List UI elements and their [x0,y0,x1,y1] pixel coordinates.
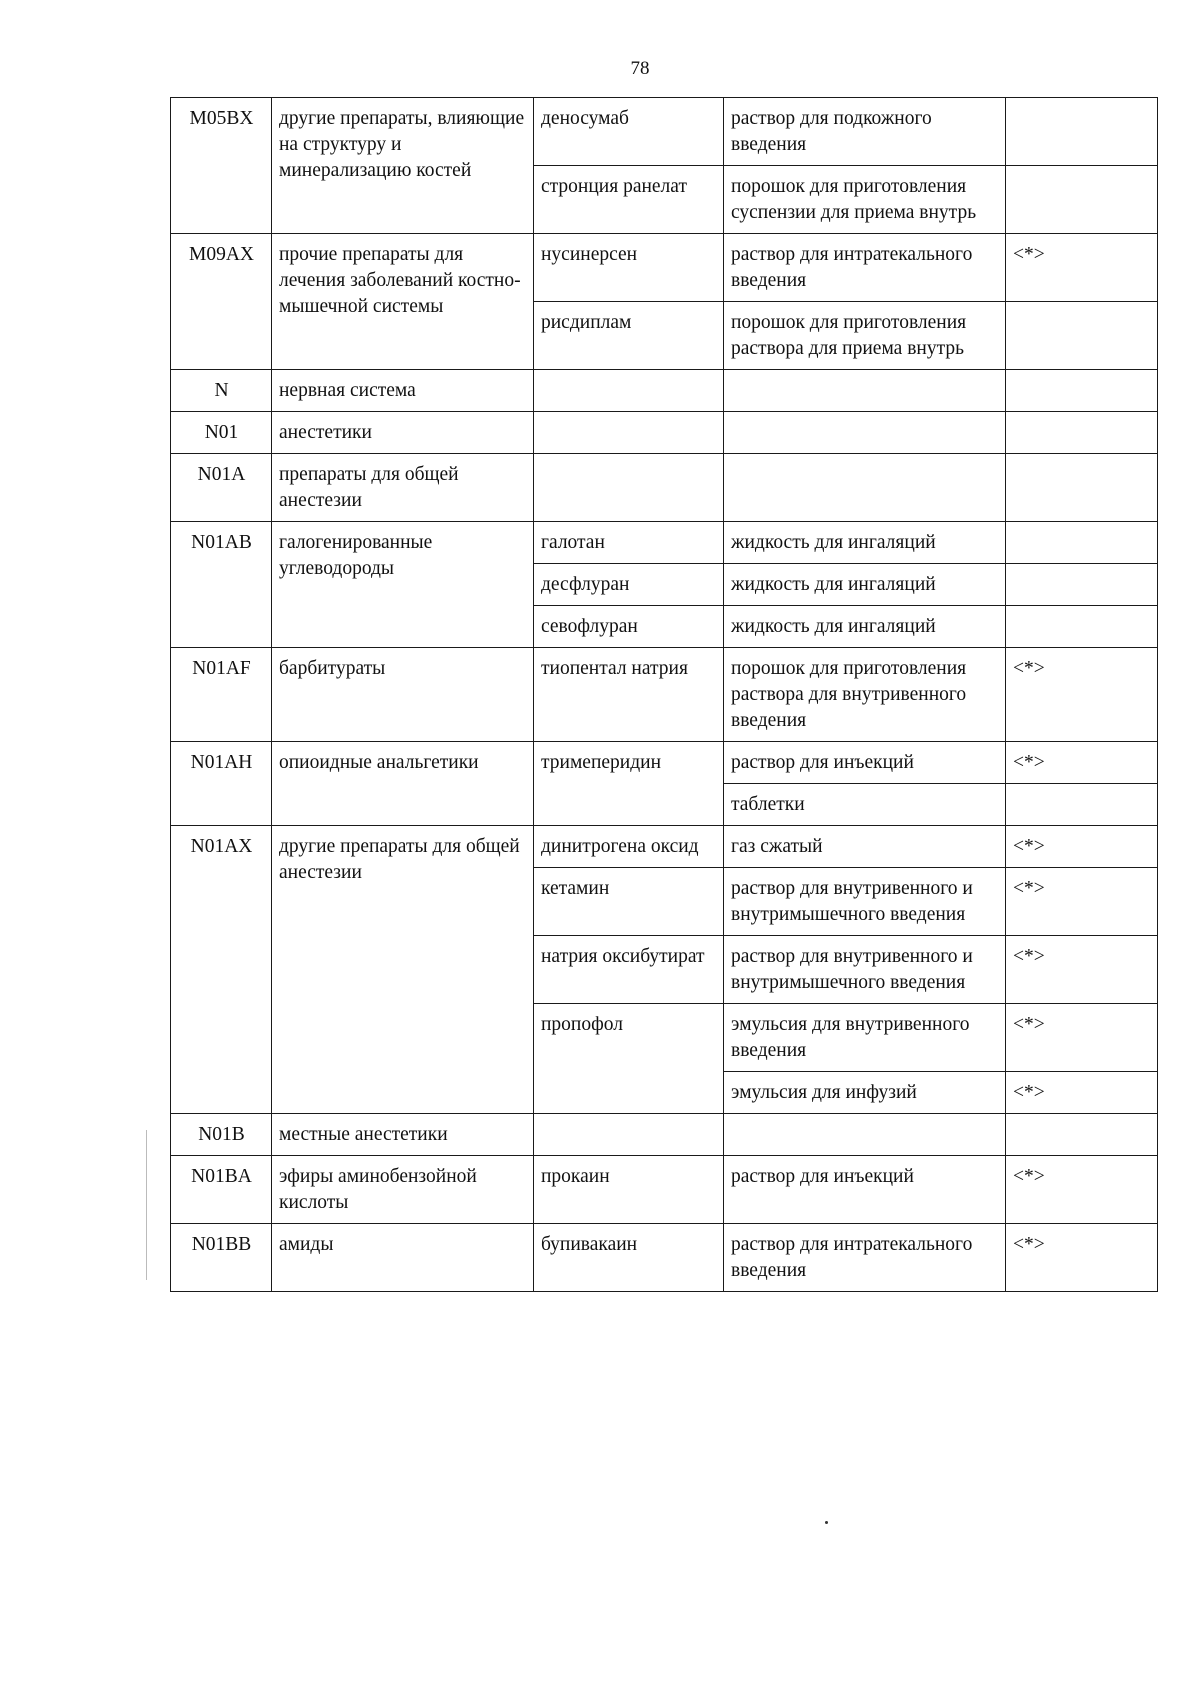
page-number: 78 [630,58,650,79]
substance-cell: десфлуран [534,564,724,606]
scan-margin-line [146,1130,147,1280]
dosage-form-cell: порошок для приготовления раствора для внутривенного введения [724,648,1006,742]
dosage-form-cell: раствор для интратекального введения [724,1224,1006,1292]
substance-cell: тримеперидин [534,742,724,826]
dosage-form-cell: раствор для инъекций [724,1156,1006,1224]
note-cell [1006,454,1158,522]
atc-code-cell: N01B [171,1114,272,1156]
note-cell [1006,564,1158,606]
table-row [171,1114,1158,1156]
atc-code-cell: N01BB [171,1224,272,1292]
note-cell: <*> [1006,648,1158,742]
scan-speck [825,1521,828,1524]
table-row [171,370,1158,412]
group-name-cell: эфиры аминобензойной кислоты [272,1156,534,1224]
table-row [171,234,1158,302]
dosage-form-cell: раствор для подкожного введения [724,98,1006,166]
note-cell: <*> [1006,1072,1158,1114]
dosage-form-cell: эмульсия для инфузий [724,1072,1006,1114]
drug-classification-table [170,97,1158,1292]
dosage-form-cell [724,370,1006,412]
substance-cell: пропофол [534,1004,724,1114]
note-cell [1006,522,1158,564]
dosage-form-cell: жидкость для ингаляций [724,606,1006,648]
table-row [171,412,1158,454]
atc-code-cell: N [171,370,272,412]
table-body [171,98,1158,1292]
group-name-cell: барбитураты [272,648,534,742]
group-name-cell: анестетики [272,412,534,454]
substance-cell [534,454,724,522]
note-cell: <*> [1006,826,1158,868]
group-name-cell: другие препараты для общей анестезии [272,826,534,1114]
note-cell: <*> [1006,234,1158,302]
note-cell: <*> [1006,868,1158,936]
dosage-form-cell: раствор для интратекального введения [724,234,1006,302]
atc-code-cell: N01AB [171,522,272,648]
dosage-form-cell: порошок для приготовления суспензии для приема внутрь [724,166,1006,234]
dosage-form-cell [724,412,1006,454]
group-name-cell: опиоидные анальгетики [272,742,534,826]
substance-cell: деносумаб [534,98,724,166]
dosage-form-cell: жидкость для ингаляций [724,564,1006,606]
group-name-cell: прочие препараты для лечения заболеваний костно-мышечной системы [272,234,534,370]
group-name-cell: амиды [272,1224,534,1292]
atc-code-cell: N01AH [171,742,272,826]
atc-code-cell: N01AF [171,648,272,742]
table-row [171,826,1158,868]
note-cell: <*> [1006,742,1158,784]
dosage-form-cell: газ сжатый [724,826,1006,868]
table-row [171,1224,1158,1292]
substance-cell: стронция ранелат [534,166,724,234]
note-cell [1006,784,1158,826]
dosage-form-cell: порошок для приготовления раствора для приема внутрь [724,302,1006,370]
atc-code-cell: N01BA [171,1156,272,1224]
group-name-cell: нервная система [272,370,534,412]
dosage-form-cell [724,454,1006,522]
note-cell: <*> [1006,1004,1158,1072]
substance-cell: кетамин [534,868,724,936]
substance-cell: тиопентал натрия [534,648,724,742]
dosage-form-cell: эмульсия для внутривенного введения [724,1004,1006,1072]
table-row [171,742,1158,784]
note-cell: <*> [1006,1156,1158,1224]
substance-cell: бупивакаин [534,1224,724,1292]
atc-code-cell: N01 [171,412,272,454]
substance-cell [534,1114,724,1156]
dosage-form-cell: раствор для внутривенного и внутримышечного введения [724,936,1006,1004]
table-row [171,1156,1158,1224]
table-row [171,648,1158,742]
dosage-form-cell: жидкость для ингаляций [724,522,1006,564]
dosage-form-cell: таблетки [724,784,1006,826]
substance-cell: нусинерсен [534,234,724,302]
substance-cell: натрия оксибутират [534,936,724,1004]
note-cell [1006,98,1158,166]
group-name-cell: другие препараты, влияющие на структуру и минерализацию костей [272,98,534,234]
table-row [171,454,1158,522]
note-cell [1006,1114,1158,1156]
group-name-cell: галогенированные углеводороды [272,522,534,648]
atc-code-cell: N01A [171,454,272,522]
note-cell [1006,412,1158,454]
table-row [171,98,1158,166]
atc-code-cell: M09AX [171,234,272,370]
group-name-cell: препараты для общей анестезии [272,454,534,522]
substance-cell: рисдиплам [534,302,724,370]
table-row [171,522,1158,564]
group-name-cell: местные анестетики [272,1114,534,1156]
note-cell [1006,166,1158,234]
substance-cell: севофлуран [534,606,724,648]
dosage-form-cell: раствор для внутривенного и внутримышечного введения [724,868,1006,936]
note-cell: <*> [1006,1224,1158,1292]
note-cell [1006,606,1158,648]
note-cell [1006,370,1158,412]
substance-cell: динитрогена оксид [534,826,724,868]
dosage-form-cell [724,1114,1006,1156]
substance-cell [534,370,724,412]
substance-cell: галотан [534,522,724,564]
substance-cell: прокаин [534,1156,724,1224]
atc-code-cell: M05BX [171,98,272,234]
substance-cell [534,412,724,454]
dosage-form-cell: раствор для инъекций [724,742,1006,784]
atc-code-cell: N01AX [171,826,272,1114]
note-cell: <*> [1006,936,1158,1004]
note-cell [1006,302,1158,370]
